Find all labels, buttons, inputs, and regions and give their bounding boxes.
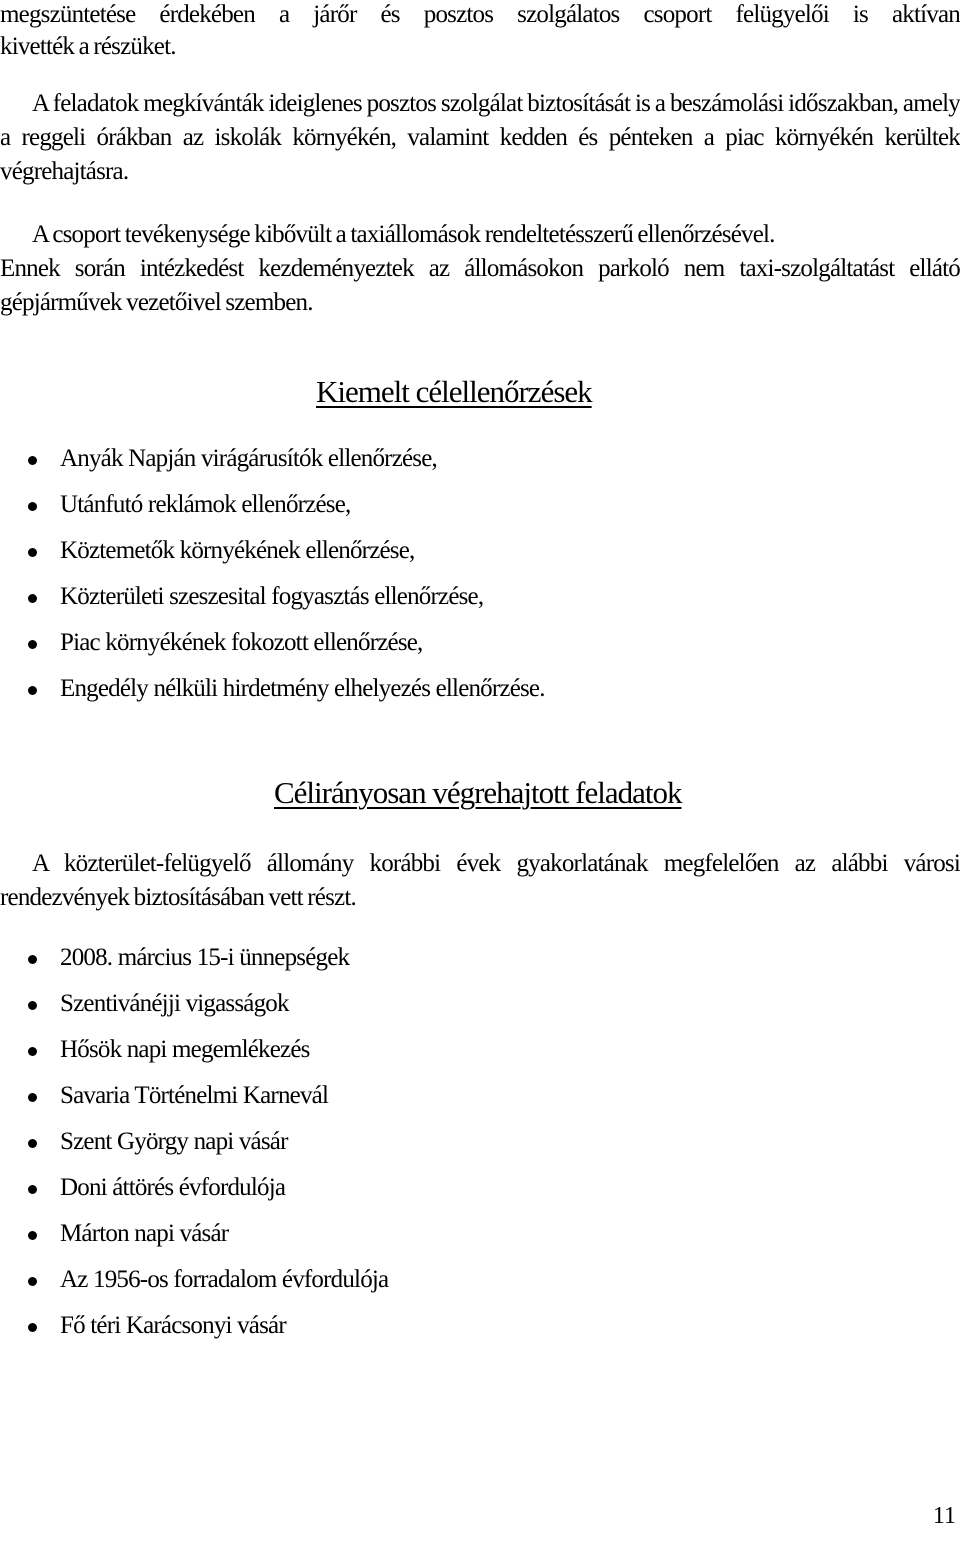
bullet-icon <box>28 1185 37 1194</box>
bullet-icon <box>28 594 37 603</box>
list-item: 2008. március 15-i ünnepségek <box>0 941 960 987</box>
bullet-icon <box>28 1231 37 1240</box>
list-item: Közterületi szeszesital fogyasztás ellenőrzése, <box>0 580 960 626</box>
section-heading-kiemelt: Kiemelt célellenőrzések <box>316 374 592 409</box>
list-item: Szentivánéjji vigasságok <box>0 987 960 1033</box>
list-item: Savaria Történelmi Karnevál <box>0 1079 960 1125</box>
list-item: Piac környékének fokozott ellenőrzése, <box>0 626 960 672</box>
list-item: Fő téri Karácsonyi vásár <box>0 1309 960 1355</box>
paragraph-posztos-szolgalat: A feladatok megkívánták ideiglenes posztos szolgálat biztosítását is a beszámolási időszakban, amely a reggeli órákban az iskolák környékén, valamint kedden és pénteken a piac környékén kerültek végrehajtásra. <box>0 90 960 185</box>
bullet-icon <box>28 456 37 465</box>
bullet-icon <box>28 1047 37 1056</box>
bullet-icon <box>28 640 37 649</box>
list-item: Márton napi vásár <box>0 1217 960 1263</box>
paragraph-taxiallomasok-rest: Ennek során intézkedést kezdeményeztek az állomásokon parkoló nem taxi-szolgáltatást ellátó gépjárművek vezetőivel szemben. <box>0 255 960 316</box>
list-item: Köztemetők környékének ellenőrzése, <box>0 534 960 580</box>
list-item: Szent György napi vásár <box>0 1125 960 1171</box>
list-item: Anyák Napján virágárusítók ellenőrzése, <box>0 442 960 488</box>
list-item: Doni áttörés évfordulója <box>0 1171 960 1217</box>
list-item: Utánfutó reklámok ellenőrzése, <box>0 488 960 534</box>
bullet-icon <box>28 502 37 511</box>
list-rendezvenyek <box>0 941 960 1355</box>
bullet-icon <box>28 1277 37 1286</box>
list-item: Hősök napi megemlékezés <box>0 1033 960 1079</box>
bullet-icon <box>28 1139 37 1148</box>
page-number: 11 <box>932 1503 956 1529</box>
paragraph-rendezvenyek-intro: A közterület-felügyelő állomány korábbi évek gyakorlatának megfelelően az alábbi városi rendezvények biztosításában vett részt. <box>0 850 960 911</box>
bullet-icon <box>28 686 37 695</box>
paragraph-taxiallomasok-line1: A csoport tevékenysége kibővült a taxiállomások rendeltetésszerű ellenőrzésével. <box>32 221 775 248</box>
paragraph-continuation-line1: megszüntetése érdekében a járőr és posztos szolgálatos csoport felügyelői is aktívan <box>0 1 960 28</box>
bullet-icon <box>28 1001 37 1010</box>
list-item: Az 1956-os forradalom évfordulója <box>0 1263 960 1309</box>
bullet-icon <box>28 548 37 557</box>
bullet-icon <box>28 1093 37 1102</box>
bullet-icon <box>28 955 37 964</box>
list-item: Engedély nélküli hirdetmény elhelyezés ellenőrzése. <box>0 672 960 718</box>
section-heading-celiranyosan: Célirányosan végrehajtott feladatok <box>274 775 682 810</box>
paragraph-continuation-line2: kivették a részüket. <box>0 33 176 60</box>
bullet-icon <box>28 1323 37 1332</box>
list-celellenorzesek <box>0 442 960 718</box>
